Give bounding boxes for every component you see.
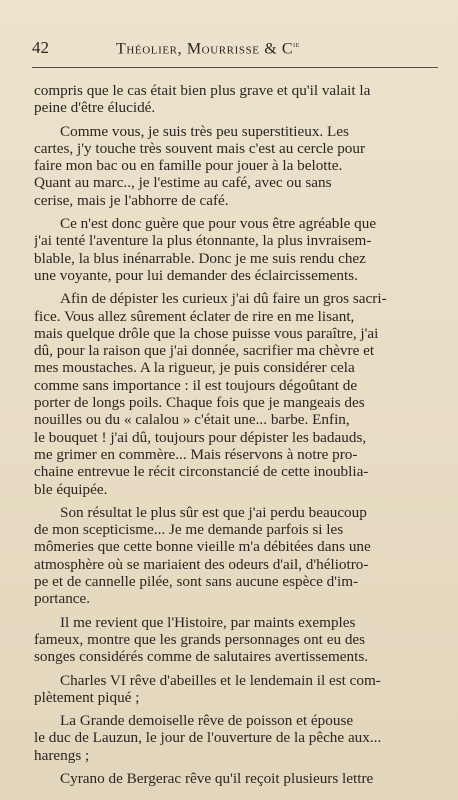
paragraph <box>34 614 442 666</box>
text-line: le bouquet ! j'ai dû, toujours pour dépister les badauds, <box>34 428 367 446</box>
text-line: Charles VI rêve d'abeilles et le lendemain il est com- <box>60 671 381 689</box>
text-line: fice. Vous allez sûrement éclater de rire en me lisant, <box>34 307 355 325</box>
text-line: Son résultat le plus sûr est que j'ai perdu beaucoup <box>60 503 367 521</box>
header-rule <box>32 67 438 68</box>
paragraph <box>34 82 442 117</box>
text-line: mômeries que cette bonne vieille m'a débitées dans une <box>34 538 371 556</box>
text-line: ble équipée. <box>34 480 108 498</box>
running-title-text: Théolier, Mourrisse & C <box>116 40 294 57</box>
paragraph <box>34 672 442 707</box>
text-line: Cyrano de Bergerac rêve qu'il reçoit plusieurs lettre <box>60 769 374 787</box>
body-text <box>34 82 442 793</box>
text-line: Afin de dépister les curieux j'ai dû faire un gros sacri- <box>60 290 387 308</box>
page-number: 42 <box>32 38 49 57</box>
text-line: portance. <box>34 590 91 608</box>
text-line: fameux, montre que les grands personnages ont eu des <box>34 630 366 648</box>
text-line: peine d'être élucidé. <box>34 99 156 117</box>
text-line: comme sans importance : il est toujours dégoûtant de <box>34 376 358 394</box>
text-line: Quant au marc.., je l'estime au café, avec ou sans <box>34 174 332 192</box>
text-line: Il me revient que l'Histoire, par maints exemples <box>60 613 356 631</box>
text-line: dû, pour la raison que j'ai donnée, sacrifier ma chèvre et <box>34 342 375 360</box>
text-line: atmosphère où se mariaient des odeurs d'ail, d'héliotro- <box>34 555 369 573</box>
text-line: cerise, mais je l'abhorre de café. <box>34 191 229 209</box>
text-line: Comme vous, je suis très peu superstitieux. Les <box>60 122 349 140</box>
text-line: nouilles ou du « calalou » c'était une... barbe. Enfin, <box>34 411 350 429</box>
text-line: Ce n'est donc guère que pour vous être agréable que <box>60 215 377 233</box>
text-line: mais quelque drôle que la chose puisse vous paraître, j'ai <box>34 324 379 342</box>
text-line: me grimer en commère... Mais réservons à notre pro- <box>34 445 358 463</box>
text-line: blable, la blus inénarrable. Donc je me suis rendu chez <box>34 249 366 267</box>
paragraph <box>34 712 442 764</box>
paragraph <box>34 290 442 498</box>
text-line: faire mon bac ou en famille pour jouer à la belotte. <box>34 157 343 175</box>
paragraph <box>34 504 442 608</box>
text-line: chaine entrevue le récit circonstancié de cette inoublia- <box>34 463 369 481</box>
text-line: compris que le cas était bien plus grave et qu'il valait la <box>34 82 371 99</box>
text-line: cartes, j'y touche très souvent mais c'est au cercle pour <box>34 139 366 157</box>
running-title-superscript: ie <box>293 38 301 49</box>
paragraph <box>34 770 442 787</box>
text-line: pe et de cannelle pilée, sont sans aucune espèce d'im- <box>34 573 359 591</box>
text-line: plètement piqué ; <box>34 688 140 706</box>
text-line: le duc de Lauzun, le jour de l'ouverture de la pêche aux... <box>34 729 382 747</box>
page-header <box>32 38 438 62</box>
paragraph <box>34 123 442 209</box>
text-line: de mon scepticisme... Je me demande parfois si les <box>34 521 344 539</box>
text-line: mes moustaches. A la rigueur, je puis considérer cela <box>34 359 355 377</box>
text-line: porter de longs poils. Chaque fois que je mangeais des <box>34 394 365 412</box>
text-line: j'ai tenté l'aventure la plus étonnante, la plus invraisem- <box>34 232 372 250</box>
running-title <box>116 39 300 58</box>
text-line: songes considérés comme de salutaires avertissements. <box>34 648 369 666</box>
text-line: harengs ; <box>34 746 90 764</box>
text-line: une voyante, pour lui demander des éclaircissements. <box>34 266 358 284</box>
text-line: La Grande demoiselle rêve de poisson et épouse <box>60 712 354 730</box>
paragraph <box>34 215 442 284</box>
